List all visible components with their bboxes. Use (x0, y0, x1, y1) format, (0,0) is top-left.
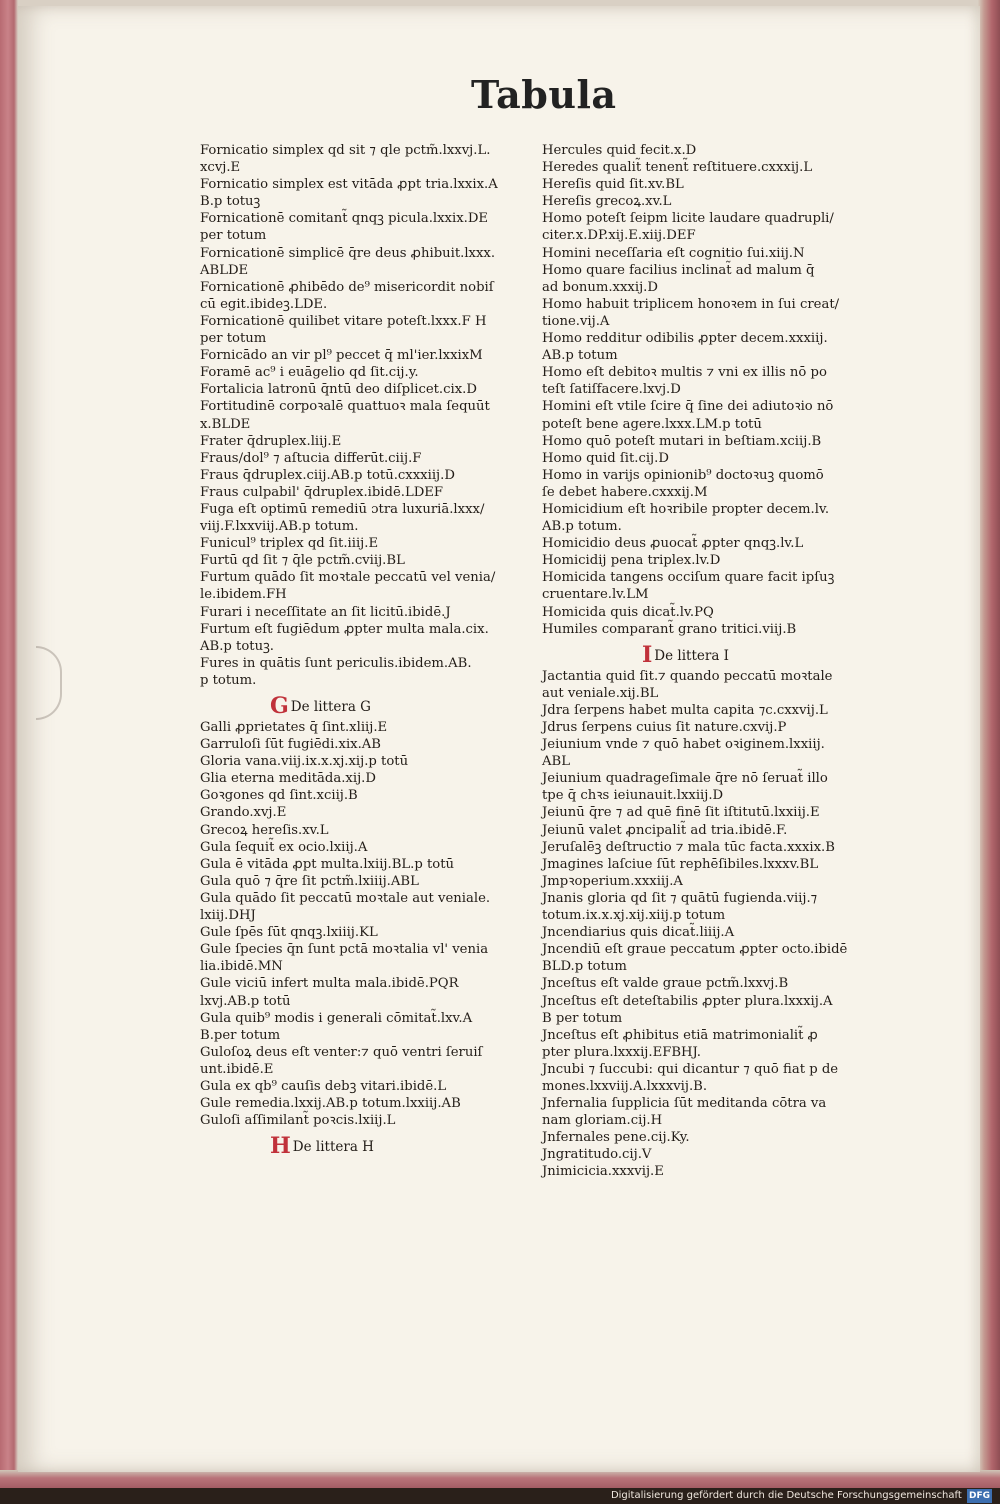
index-entry: Homo in varijs opinionib⁹ doctoꝛuꝫ quomō (542, 467, 824, 483)
index-entry: Fortitudinē corpoꝛalē quattuoꝛ mala ſequūt (200, 399, 490, 415)
index-entry: pter plura.lxxxij.EFBHJ. (542, 1044, 702, 1060)
index-entry: Garruloſi ſūt fugiēdi.xix.AB (200, 737, 381, 753)
index-entry: Glia eterna meditāda.xij.D (200, 771, 376, 787)
index-entry: Homo habuit triplicem honoꝛem in ſui creat/ (542, 296, 840, 312)
index-entry: Jdrus ſerpens cuius ſit nature.cxvij.P (542, 720, 787, 735)
index-entry: Jncendiarius quis dicat̃.liiij.A (542, 925, 735, 941)
index-entry: AB.p totuꝫ. (200, 638, 275, 654)
index-entry: Gule viciū infert multa mala.ibidē.PQR (200, 976, 459, 992)
index-entry: Fraus/dol⁹ ⁊ aſtucia differūt.ciij.F (200, 450, 422, 466)
index-entry: Funicul⁹ triplex qd ſit.iiij.E (200, 536, 379, 552)
right-entries-i-list (542, 668, 872, 1181)
index-entry: per totum (200, 228, 267, 244)
section-heading-g (270, 695, 530, 717)
index-entry: Fraus culpabil' q̄druplex.ibidē.LDEF (200, 484, 444, 500)
index-entry: ABL (542, 754, 570, 770)
index-entry: mones.lxxviij.A.lxxxvij.B. (542, 1078, 708, 1094)
section-initial-i: I (642, 641, 653, 668)
left-column (200, 142, 530, 1159)
index-entry: citer.x.DP.xij.E.xiij.DEF (542, 228, 696, 244)
index-entry: tione.vij.A (542, 313, 610, 329)
index-entry: Jeiunū valet ꝓncipalit̃ ad tria.ibidē.F. (542, 822, 788, 838)
index-entry: Gula ē vitāda ꝓpt multa.lxiij.BL.p totū (200, 856, 455, 872)
index-entry: Furari i neceſſitate an ſit licitū.ibidē.J (200, 604, 451, 620)
index-entry: Humiles comparant̃ grano tritici.viij.B (542, 621, 797, 637)
index-entry: Jnfernalia ſupplicia ſūt meditanda cōtra va (542, 1096, 827, 1112)
index-entry: Homicidium eſt hoꝛribile propter decem.lv. (542, 501, 830, 517)
index-entry: Gula ſequit̃ ex ocio.lxiij.A (200, 839, 368, 855)
index-entry: AB.p totum (542, 348, 618, 364)
running-head: Tabula (471, 72, 617, 117)
index-entry: Homo redditur odibilis ꝓpter decem.xxxiij. (542, 331, 828, 347)
index-entry: Fornicationē quilibet vitare poteſt.lxxx.F H (200, 313, 487, 329)
index-entry: Fures in quātis ſunt periculis.ibidem.AB. (200, 655, 472, 671)
index-entry: Jncubi ⁊ ſuccubi: qui dicantur ⁊ quō fiat p de (542, 1061, 839, 1077)
index-entry: Grecoꝝ hereſis.xv.L (200, 822, 329, 838)
index-entry: Jactantia quid ſit.⁊ quando peccatū moꝛtale (542, 668, 833, 684)
index-entry: Grando.xvj.E (200, 805, 287, 821)
index-entry: Jngratitudo.cij.V (542, 1147, 652, 1163)
clasp-shadow (36, 646, 62, 720)
index-entry: xcvj.E (200, 160, 241, 176)
index-entry: Gula quib⁹ modis i generali cōmitat̃.lxv.A (200, 1010, 473, 1026)
index-entry: ſe debet habere.cxxxij.M (542, 484, 708, 500)
book-cover-right-edge (978, 0, 1000, 1488)
index-entry: lxvj.AB.p totū (200, 993, 291, 1009)
index-entry: x.BLDE (200, 416, 251, 432)
index-entry: Homicida quis dicat̃.lv.PQ (542, 604, 714, 620)
right-column (542, 142, 872, 1181)
index-entry: Furtū qd ſit ⁊ q̄le pctm̃.cviij.BL (200, 553, 405, 569)
footer-credit (611, 1489, 992, 1503)
index-entry: Gloria vana.viij.ix.x.xj.xij.p totū (200, 754, 409, 770)
index-entry: Furtum eſt fugiēdum ꝓpter multa mala.cix. (200, 621, 489, 637)
index-entry: Jeiunū q̄re ⁊ ad quē finē ſit iſtitutū.lxxiij.E (542, 805, 820, 821)
index-entry: Furtum quādo ſit moꝛtale peccatū vel venia/ (200, 570, 496, 586)
index-entry: Jnceſtus eſt deteſtabilis ꝓpter plura.lxxxij.A (542, 993, 833, 1009)
index-entry: Fornicationē simplicē q̄re deus ꝓhibuit.lxxx. (200, 245, 496, 261)
index-entry: Jncendiū eſt graue peccatum ꝓpter octo.ibidē (542, 942, 848, 958)
book-cover-bottom-edge (0, 1470, 1000, 1488)
index-entry: Guloſi aſſimilant̃ poꝛcis.lxiij.L (200, 1113, 396, 1129)
index-entry: Fornicationē ꝓhibēdo de⁹ misericordit nobiſ (200, 279, 494, 295)
index-entry: Jeiunium quadrageſimale q̄re nō ſeruat̃ illo (542, 771, 828, 787)
index-entry: Gula quō ⁊ q̄re ſit pctm̃.lxiiij.ABL (200, 873, 419, 889)
index-entry: Galli ꝓprietates q̄ ſint.xliij.E (200, 720, 388, 735)
index-entry: Gule ſpēs ſūt qnqꝫ.lxiiij.KL (200, 925, 378, 941)
index-entry: le.ibidem.FH (200, 587, 287, 603)
index-entry: Homo quō poteſt mutari in beſtiam.xciij.B (542, 433, 822, 449)
index-entry: lxiij.DHJ (200, 908, 256, 924)
section-heading-h (270, 1133, 530, 1160)
index-entry: Homicida tangens occiſum quare facit ipſuꝫ (542, 570, 835, 586)
index-entry: Fornicatio simplex qd sit ⁊ qle pctm̃.lxxvj.L. (200, 143, 491, 158)
index-entry: Jmpꝛoperium.xxxiij.A (542, 873, 683, 889)
dfg-logo: DFG (968, 1491, 990, 1501)
right-entries-list (542, 142, 872, 638)
index-entry: B.p totuꝫ (200, 194, 261, 210)
index-entry: Jmagines laſciue ſūt rephēſibiles.lxxxv.BL (542, 856, 819, 872)
index-entry: Jnceſtus eſt ꝓhibitus etiā matrimonialit̃ ꝓ (542, 1027, 818, 1043)
index-entry: Goꝛgones qd ſint.xciij.B (200, 788, 358, 804)
index-entry: per totum (200, 331, 267, 347)
section-heading-i-text: De littera I (654, 647, 730, 664)
index-entry: Gule remedia.lxxij.AB.p totum.lxxiij.AB (200, 1096, 461, 1112)
index-entry: totum.ix.x.xj.xij.xiij.p totum (542, 908, 726, 924)
index-entry: teſt ſatiſfacere.lxvj.D (542, 382, 681, 398)
index-entry: Gule ſpecies q̄n ſunt pctā moꝛtalia vl' venia (200, 942, 489, 958)
index-entry: viij.F.lxxviij.AB.p totum. (200, 519, 359, 535)
index-entry: Hereſis grecoꝝ.xv.L (542, 194, 672, 210)
index-entry: Homo quare facilius inclinat̃ ad malum q̄ (542, 262, 815, 278)
index-entry: Fortalicia latronū q̄ntū deo diſplicet.cix.D (200, 382, 477, 398)
section-initial-h: H (270, 1133, 291, 1160)
index-entry: AB.p totum. (542, 519, 622, 535)
index-entry: ad bonum.xxxij.D (542, 279, 658, 295)
index-entry: Homicidio deus ꝓuocat̃ ꝓpter qnqꝫ.lv.L (542, 536, 804, 552)
index-entry: Homo poteſt ſeipm licite laudare quadrupli/ (542, 211, 834, 227)
index-entry: Jnceſtus eſt valde graue pctm̃.lxxvj.B (542, 976, 789, 992)
index-entry: Homo quid ſit.cij.D (542, 450, 669, 466)
left-entries-g-list (200, 719, 530, 1129)
index-entry: Heredes qualit̃ tenent̃ reſtituere.cxxxij.L (542, 160, 813, 176)
left-entries-list (200, 142, 530, 689)
index-entry: Hereſis quid ſit.xv.BL (542, 177, 684, 193)
index-entry: Foramē ac⁹ i euāgelio qd ſit.cij.y. (200, 365, 419, 381)
section-heading-g-text: De littera G (290, 699, 371, 715)
index-entry: p totum. (200, 672, 257, 688)
index-entry: Hercules quid fecit.x.D (542, 143, 697, 158)
index-entry: aut veniale.xij.BL (542, 685, 659, 701)
index-entry: Homini neceſſaria eſt cognitio ſui.xiij.N (542, 245, 805, 261)
index-entry: B per totum (542, 1010, 623, 1026)
index-entry: Jnanis gloria qd ſit ⁊ quātū fugienda.viij.⁊ (542, 890, 818, 906)
index-entry: Jnimicicia.xxxvij.E (542, 1164, 664, 1180)
index-entry: Guloſoꝝ deus eſt venter:⁊ quō ventri ſeruiſ (200, 1044, 483, 1060)
index-entry: Frater q̄druplex.liij.E (200, 433, 342, 449)
index-entry: Fornicationē comitant̃ qnqꝫ picula.lxxix.DE (200, 211, 489, 227)
index-entry: Fraus q̄druplex.ciij.AB.p totū.cxxxiij.D (200, 467, 455, 483)
index-entry: Homo eſt debitoꝛ multis ⁊ vni ex illis nō po (542, 365, 827, 381)
index-entry: Jeruſalēꝫ deſtructio ⁊ mala tūc facta.xxxix.B (542, 839, 835, 855)
index-entry: B.per totum (200, 1027, 281, 1043)
index-entry: cū egit.ibideꝫ.LDE. (200, 296, 328, 312)
index-entry: Fornicādo an vir pl⁹ peccet q̄ ml'ier.lxxixM (200, 348, 483, 364)
index-entry: Gula quādo ſit peccatū moꝛtale aut veniale. (200, 890, 491, 906)
section-heading-i (642, 641, 872, 668)
index-entry: Homini eſt vtile ſcire q̄ ſine dei adiutoꝛio nō (542, 399, 834, 415)
index-entry: tpe q̄ chꝛs ieiunauit.lxxiij.D (542, 788, 724, 804)
section-initial-g: G (270, 693, 289, 719)
index-entry: Jnfernales pene.cij.Ky. (542, 1130, 690, 1146)
index-entry: Jdra ſerpens habet multa capita ⁊c.cxxvij.L (542, 702, 828, 718)
index-entry: nam gloriam.cij.H (542, 1113, 663, 1129)
index-entry: lia.ibidē.MN (200, 959, 283, 975)
index-entry: BLD.p totum (542, 959, 627, 975)
section-heading-h-text: De littera H (292, 1139, 374, 1156)
index-entry: unt.ibidē.E (200, 1061, 274, 1077)
index-entry: Gula ex qb⁹ cauſis debꝫ vitari.ibidē.L (200, 1078, 447, 1094)
footer-credit-text: Digitalisierung gefördert durch die Deutsche Forschungsgemeinschaft (610, 1490, 962, 1501)
index-entry: Jeiunium vnde ⁊ quō habet oꝛiginem.lxxiij. (542, 737, 825, 753)
index-entry: Fuga eſt optimū remediū ɔtra luxuriā.lxxx/ (200, 501, 485, 517)
index-entry: cruentare.lv.LM (542, 587, 649, 603)
index-entry: Fornicatio simplex est vitāda ꝓpt tria.lxxix.A (200, 177, 498, 193)
index-entry: Homicidij pena triplex.lv.D (542, 553, 721, 569)
index-entry: ABLDE (200, 262, 249, 278)
index-entry: poteſt bene agere.lxxx.LM.p totū (542, 416, 762, 432)
